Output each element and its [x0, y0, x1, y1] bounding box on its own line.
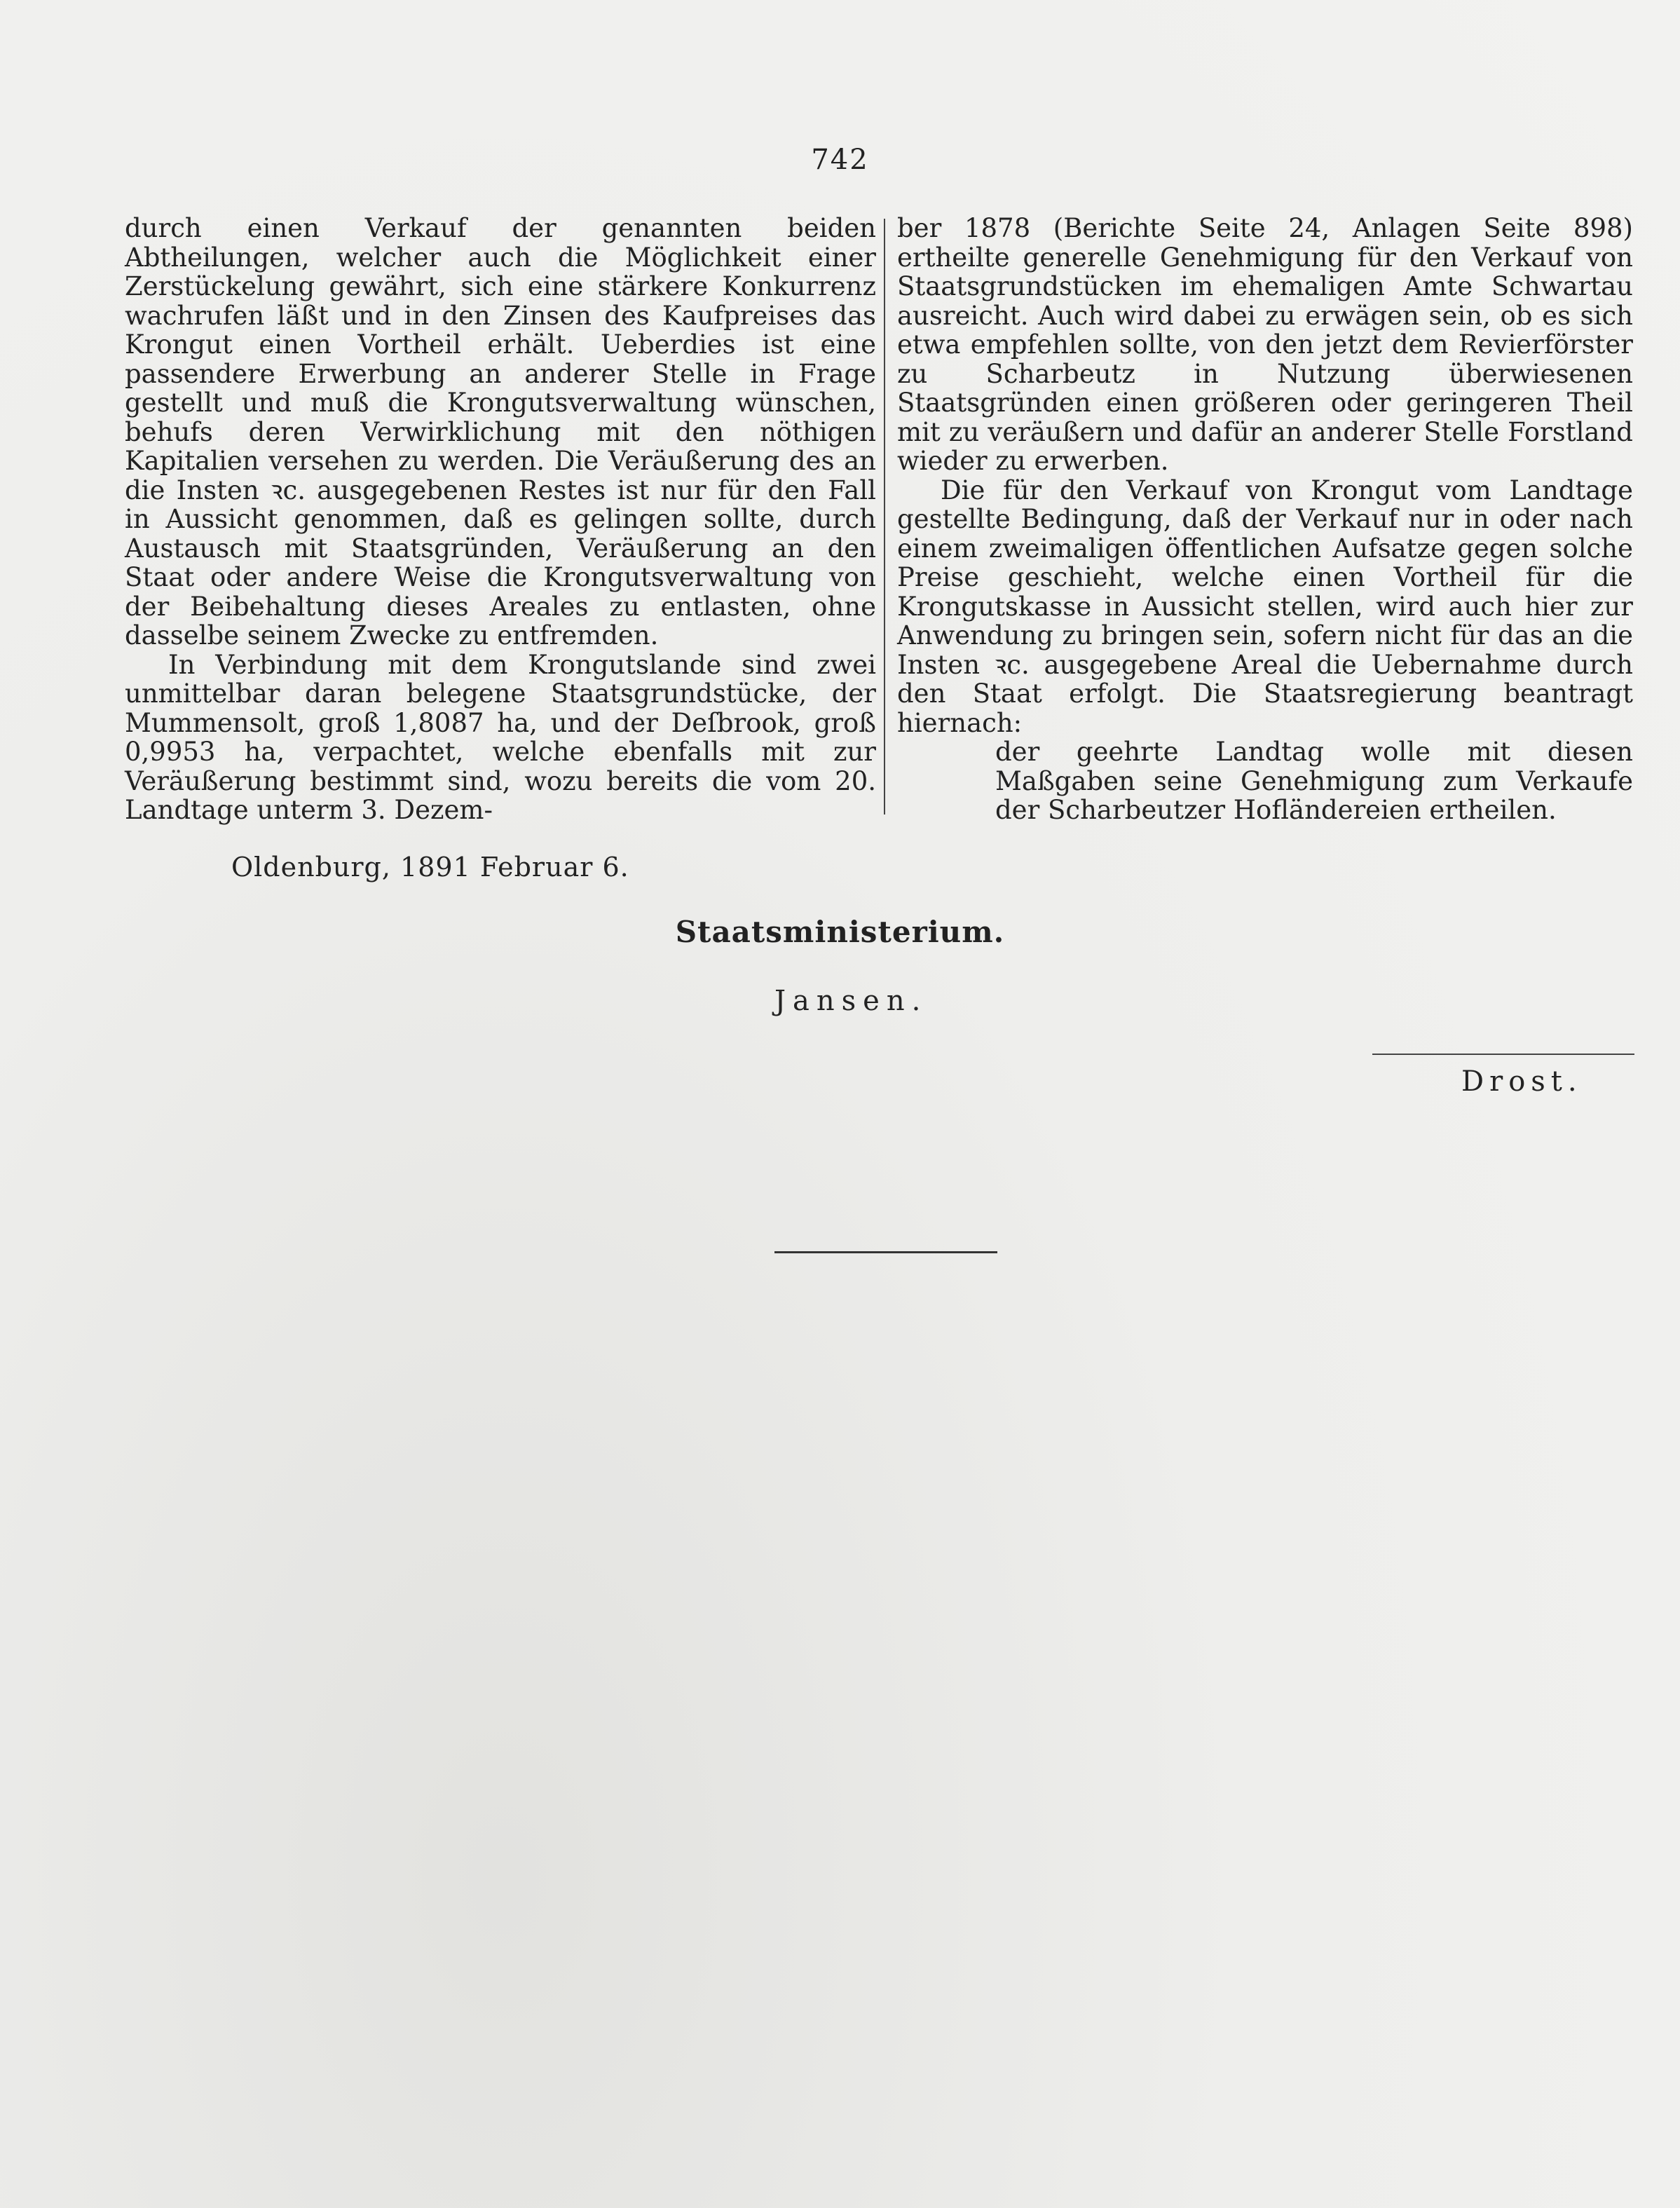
signature-secondary: Drost. [1461, 1065, 1583, 1098]
right-column [897, 214, 1633, 825]
ministry-heading: Staatsministerium. [675, 915, 1005, 949]
left-paragraph-2: In Verbindung mit dem Krongutslande sind zwei unmittelbar daran belegene Staatsgrundstücke, der Mummensolt, groß 1,8087 ha, und der Deſbrook, groß 0,9953 ha, verpachtet, welche ebenfalls mit zur Veräußerung bestimmt sind, wozu bereits die vom 20. Landtage unterm 3. Dezem- [125, 649, 876, 825]
end-rule [774, 1251, 997, 1253]
signature-rule [1372, 1054, 1634, 1055]
place-date: Oldenburg, 1891 Februar 6. [231, 852, 629, 882]
left-paragraph-1: durch einen Verkauf der genannten beiden Abtheilungen, welcher auch die Möglichkeit einer Zerstückelung gewährt, sich eine stärkere Konkurrenz wachrufen läßt und in den Zinsen des Kaufpreises das Krongut einen Vortheil erhält. Ueberdies ist eine passendere Erwerbung an anderer Stelle in Frage gestellt und muß die Krongutsverwaltung wünschen, behufs deren Verwirklichung mit den nöthigen Kapitalien versehen zu werden. Die Veräußerung des an die Insten ꝛc. ausgegebenen Restes ist nur für den Fall in Aussicht genommen, daß es gelingen sollte, durch Austausch mit Staatsgründen, Veräußerung an den Staat oder andere Weise die Krongutsverwaltung von der Beibehaltung dieses Areales zu entlasten, ohne dasselbe seinem Zwecke zu entfremden. [125, 213, 876, 650]
column-divider [884, 219, 885, 815]
resolution-text: der geehrte Landtag wolle mit diesen Maßgaben seine Genehmigung zum Verkaufe der Scharbeutzer Hofländereien ertheilen. [995, 737, 1633, 825]
left-column [125, 214, 876, 825]
signature-primary: Jansen. [774, 985, 928, 1017]
right-paragraph-1: ber 1878 (Berichte Seite 24, Anlagen Seite 898) ertheilte generelle Genehmigung für den Verkauf von Staatsgrundstücken im ehemaligen Amte Schwartau ausreicht. Auch wird dabei zu erwägen sein, ob es sich etwa empfehlen sollte, von den jetzt dem Revierförster zu Scharbeutz in Nutzung überwiesenen Staatsgründen einen größeren oder geringeren Theil mit zu veräußern und dafür an anderer Stelle Forstland wieder zu erwerben. [897, 213, 1633, 476]
page-number: 742 [811, 144, 869, 176]
right-paragraph-2: Die für den Verkauf von Krongut vom Landtage gestellte Bedingung, daß der Verkauf nur in oder nach einem zweimaligen öffentlichen Aufsatze gegen solche Preise geschieht, welche einen Vortheil für die Krongutskasse in Aussicht stellen, wird auch hier zur Anwendung zu bringen sein, sofern nicht für das an die Insten ꝛc. ausgegebene Areal die Uebernahme durch den Staat erfolgt. Die Staatsregierung beantragt hiernach: [897, 475, 1633, 738]
